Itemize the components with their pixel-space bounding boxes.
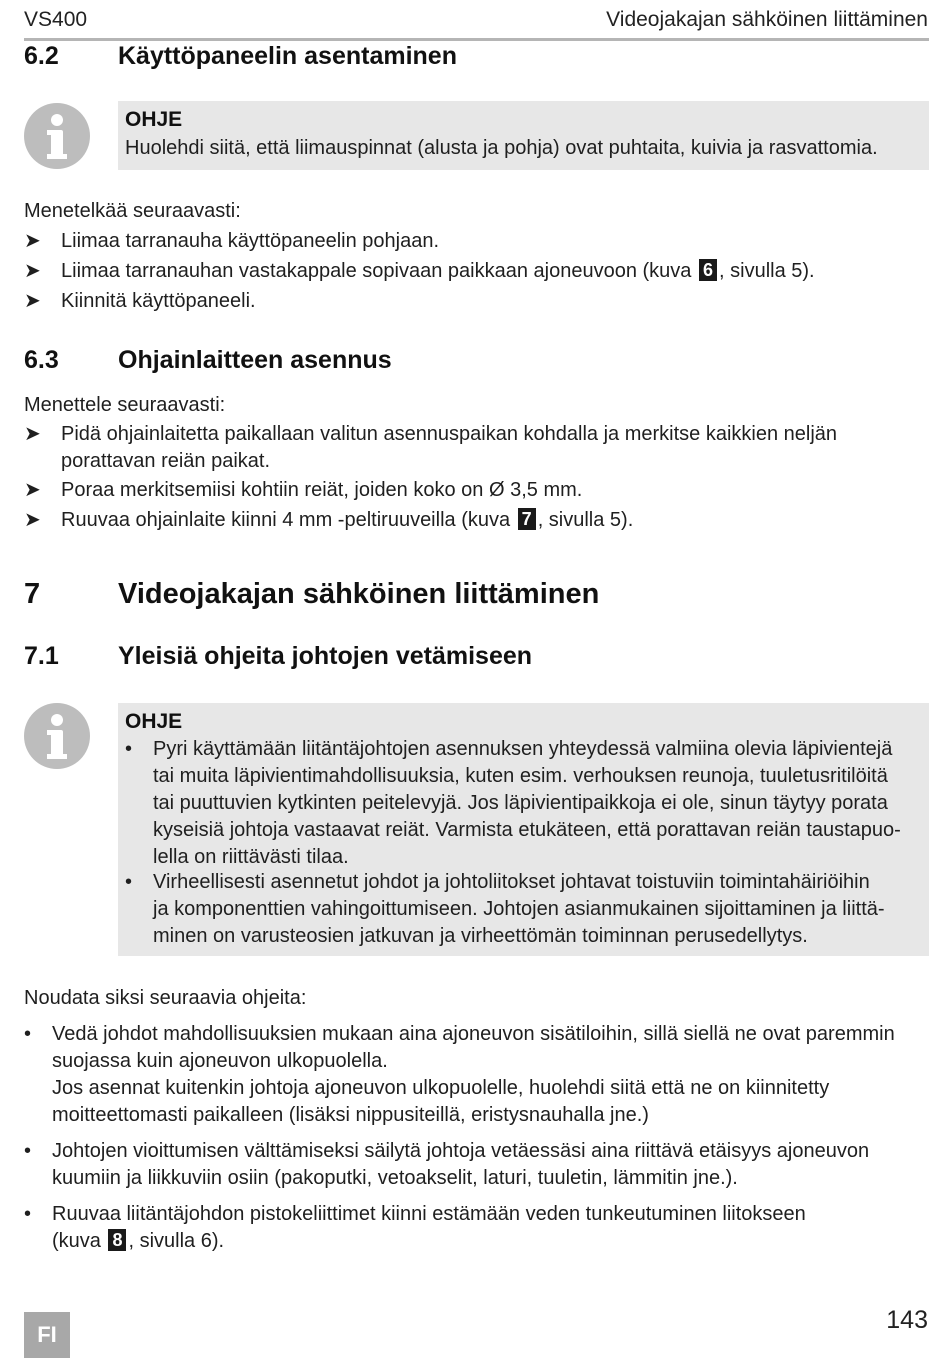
step-text: Liimaa tarranauhan vastakappale sopivaan paikkaan ajoneuvoon (kuva 6 , sivulla 5). <box>61 260 815 282</box>
info-icon <box>24 103 90 169</box>
bullet-line: suojassa kuin ajoneuvon ulkopuolella. <box>52 1050 388 1072</box>
bullet-line: Vedä johdot mahdollisuuksien mukaan aina ajoneuvon sisätiloihin, sillä siellä ne ovat paremmin <box>52 1023 895 1045</box>
page-number: 143 <box>886 1306 928 1334</box>
bullet-line: Ruuvaa liitäntäjohdon pistokeliittimet kiinni estämään veden tunkeutuminen liitokseen <box>52 1203 806 1225</box>
section-title: Yleisiä ohjeita johtojen vetämiseen <box>118 642 533 670</box>
instructions-intro: Menetelkää seuraavasti: <box>24 200 241 222</box>
section-number: 6.2 <box>24 42 59 70</box>
chapter-title: Videojakajan sähköinen liittäminen <box>118 578 600 610</box>
instructions-intro: Noudata siksi seuraavia ohjeita: <box>24 987 307 1009</box>
step-item <box>24 507 924 534</box>
section-number: 6.3 <box>24 346 59 374</box>
step-text: Kiinnitä käyttöpaneeli. <box>61 290 256 312</box>
figure-reference-badge: 6 <box>699 259 717 281</box>
step-text: Pidä ohjainlaitetta paikallaan valitun asennuspaikan kohdalla ja merkitse kaikkien neljän porattavan reiän paikat. <box>61 423 838 472</box>
step-text: Ruuvaa ohjainlaite kiinni 4 mm -peltiruuveilla (kuva 7 , sivulla 5). <box>61 509 634 531</box>
arrow-right-icon: ➤ <box>24 479 41 501</box>
arrow-right-icon: ➤ <box>24 230 41 252</box>
step-text: Poraa merkitsemiisi kohtiin reiät, joiden koko on Ø 3,5 mm. <box>61 479 583 501</box>
section-number: 7.1 <box>24 642 59 670</box>
note-box <box>118 101 929 170</box>
arrow-right-icon: ➤ <box>24 260 41 282</box>
step-item <box>24 421 924 475</box>
bullet-dot: • <box>24 1023 32 1045</box>
note-bullet-line: tai muita läpivientimahdollisuuksia, kuten esim. verhouksen reunoja, tuuletusritilöitä <box>153 765 888 787</box>
note-bullet-item <box>125 869 925 950</box>
section-heading-7-1 <box>24 642 924 676</box>
arrow-right-icon: ➤ <box>24 290 41 312</box>
bullet-dot: • <box>24 1140 32 1162</box>
bullet-line: Johtojen vioittumisen välttämiseksi säilytä johtoja vetäessäsi aina riittävä etäisyys ajoneuvon <box>52 1140 870 1162</box>
section-title: Käyttöpaneelin asentaminen <box>118 42 457 70</box>
note-box <box>118 703 929 956</box>
chapter-heading-7 <box>24 578 924 618</box>
arrow-right-icon: ➤ <box>24 509 41 531</box>
note-bullet-line: tai puuttuvien kytkinten peitelevyjä. Jos läpivientipaikkoja ei ole, sinun täytyy porata <box>153 792 888 814</box>
bullet-line: Jos asennat kuitenkin johtoja ajoneuvon ulkopuolelle, huolehdi siitä että ne on kiinnitetty <box>52 1077 830 1099</box>
info-icon <box>24 703 90 769</box>
bullet-dot: • <box>24 1203 32 1225</box>
bullet-line: kuumiin ja liikkuviin osiin (pakoputki, vetoakselit, laturi, tuuletin, lämmitin jne.). <box>52 1167 738 1189</box>
note-title: OHJE <box>125 108 183 131</box>
step-item <box>24 258 924 285</box>
header-rule <box>24 38 929 41</box>
bullet-item <box>24 1138 929 1192</box>
header-chapter-title: Videojakajan sähköinen liittäminen <box>606 8 928 31</box>
note-bullet-line: lella on riittävästi tilaa. <box>153 846 349 868</box>
note-bullet-line: ja komponenttien vahingoittumiseen. Johtojen asianmukainen sijoittaminen ja liittä- <box>153 898 885 920</box>
step-item <box>24 228 924 255</box>
note-bullet-line: Virheellisesti asennetut johdot ja johtoliitokset johtavat toistuviin toimintahäiriöihin <box>153 871 870 893</box>
bullet-item <box>24 1021 929 1129</box>
instructions-intro: Menettele seuraavasti: <box>24 394 226 416</box>
bullet-item <box>24 1201 929 1255</box>
bullet-dot: • <box>125 738 133 760</box>
bullet-line: moitteettomasti paikalleen (lisäksi nippusiteillä, eristysnauhalla jne.) <box>52 1104 649 1126</box>
chapter-number: 7 <box>24 578 41 610</box>
header-product-name: VS400 <box>24 8 88 31</box>
section-heading-6-2 <box>24 42 924 76</box>
note-bullet-item <box>125 736 925 871</box>
note-title: OHJE <box>125 710 183 733</box>
note-bullet-line: Pyri käyttämään liitäntäjohtojen asennuksen yhteydessä valmiina olevia läpivientejä <box>153 738 893 760</box>
section-heading-6-3 <box>24 346 924 380</box>
step-item <box>24 477 924 504</box>
arrow-right-icon: ➤ <box>24 423 41 445</box>
note-bullet-line: kyseisiä johtoja vastaavat reiät. Varmista etukäteen, että porattavan reiän taustapuo- <box>153 819 901 841</box>
step-text: Liimaa tarranauha käyttöpaneelin pohjaan. <box>61 230 440 252</box>
note-text: Huolehdi siitä, että liimauspinnat (alusta ja pohja) ovat puhtaita, kuivia ja rasvattomia. <box>125 137 878 159</box>
note-bullet-line: minen on varusteosien jatkuvan ja virheettömän toiminnan perusedellytys. <box>153 925 808 947</box>
bullet-line: (kuva 8 , sivulla 6). <box>52 1230 225 1252</box>
step-item <box>24 288 924 315</box>
figure-reference-badge: 7 <box>518 508 536 530</box>
figure-reference-badge: 8 <box>108 1229 126 1251</box>
section-title: Ohjainlaitteen asennus <box>118 346 392 374</box>
language-badge: FI <box>24 1312 70 1358</box>
bullet-dot: • <box>125 871 133 893</box>
